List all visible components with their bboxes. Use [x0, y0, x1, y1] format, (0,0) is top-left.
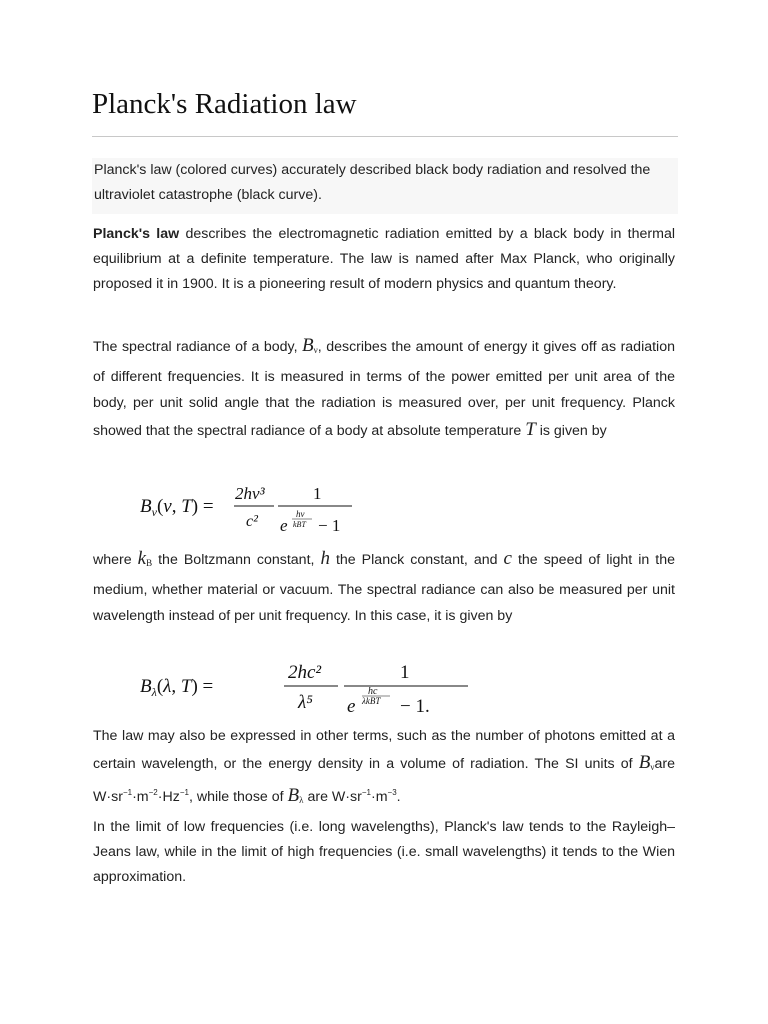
- text-span: The spectral radiance of a body,: [93, 339, 303, 355]
- formula2-e: e: [347, 696, 356, 716]
- paragraph-si-units: [93, 723, 675, 814]
- symbol-subscript: ν: [650, 761, 655, 772]
- formula1-num1: 2hν³: [235, 484, 265, 503]
- formula1-lhs: $B_\nu(\nu$, T) =: [140, 496, 214, 519]
- unit-exponent: −3: [387, 788, 397, 797]
- paragraph-intro: [93, 222, 675, 297]
- unit-exponent: −1: [361, 788, 371, 797]
- formula2-den1: λ⁵: [298, 692, 313, 713]
- symbol-c: c: [503, 548, 512, 569]
- formula1-den1: c²: [246, 513, 258, 530]
- symbol-b-nu: [639, 752, 655, 773]
- text-span: the Planck constant, and: [329, 552, 504, 568]
- symbol-subscript: λ: [299, 795, 304, 805]
- title-divider: [92, 136, 678, 137]
- formula2-lhs: $B_\lambda(\lambda$, T) =: [140, 676, 214, 699]
- text-span: The law may also be expressed in other terms, such as the number of photons emitted at a certain wavelength, or the energy density in a volume of radiation. The SI units of: [93, 728, 675, 772]
- text-span: , while those of: [188, 789, 288, 805]
- symbol-b-nu: [302, 335, 318, 356]
- formula2-exp-num: hc: [368, 686, 378, 697]
- symbol-letter: k: [137, 548, 147, 569]
- symbol-letter: B: [302, 335, 314, 356]
- formula1-e: e: [280, 516, 288, 535]
- formula2-tail: − 1.: [400, 696, 430, 716]
- formula2-num2: 1: [400, 662, 410, 683]
- formula1-tail: − 1: [318, 516, 341, 535]
- unit-text: are W·sr: [303, 789, 362, 805]
- symbol-kb: [138, 548, 152, 569]
- paragraph-limits: In the limit of low frequencies (i.e. long wavelengths), Planck's law tends to the Rayleigh–Jeans law, while in the limit of high frequencies (i.e. small wavelengths) it tends to the Wien approximation.: [93, 819, 675, 885]
- symbol-h: h: [320, 548, 330, 569]
- term-plancks-law: Planck's law: [93, 226, 180, 242]
- text-span: , describes the amount of energy it gives off as radiation of different frequencies. It is measured in terms of the power emitted per unit area of the body, per unit solid angle that the radiation is measured over, per unit frequency. Planck showed that the spectral radiance of a body at absolute temperature: [93, 339, 675, 439]
- symbol-t: T: [525, 418, 536, 440]
- formula-planck-frequency: [138, 478, 378, 541]
- text-span: the Boltzmann constant,: [152, 552, 321, 568]
- unit-exponent: −1: [179, 788, 189, 797]
- formula1-num2: 1: [313, 484, 322, 503]
- paragraph-constants: [93, 546, 675, 630]
- unit-text: ·m: [370, 789, 388, 805]
- page-title: Planck's Radiation law: [92, 88, 357, 120]
- unit-exponent: −2: [148, 788, 158, 797]
- symbol-subscript: B: [146, 558, 153, 568]
- intro-text: describes the electromagnetic radiation emitted by a black body in thermal equilibrium at a definite temperature. The law is named after Max Planck, who originally proposed it in 1900. It is a pioneering result of modern physics and quantum theory.: [93, 226, 675, 292]
- text-span: the speed of light in the medium, whether material or vacuum. The spectral radiance can also be measured per unit wavelength instead of per unit frequency. In this case, it is given by: [93, 552, 675, 624]
- symbol-subscript: ν: [313, 345, 318, 355]
- unit-text: .: [396, 789, 401, 805]
- formula2-exp-den: λkBT: [362, 696, 381, 706]
- paragraph-spectral-radiance: [93, 333, 675, 444]
- formula2-num1: 2hc²: [288, 662, 322, 683]
- unit-text: are W·sr: [93, 755, 675, 805]
- symbol-letter: B: [287, 785, 300, 806]
- symbol-letter: B: [638, 751, 651, 773]
- formula-planck-wavelength: [138, 656, 488, 721]
- unit-text: ·m: [132, 789, 149, 805]
- caption-text: Planck's law (colored curves) accurately described black body radiation and resolved the ultraviolet catastrophe (black curve).: [94, 162, 651, 203]
- image-caption: [92, 158, 678, 214]
- units-b-lambda: [304, 789, 401, 805]
- unit-text: ·Hz: [157, 789, 180, 805]
- symbol-b-lambda: [288, 785, 304, 806]
- formula1-exp-den: kBT: [293, 520, 306, 529]
- formula1-exp-num: hν: [296, 509, 305, 519]
- text-span: where: [93, 552, 138, 568]
- text-span: is given by: [535, 422, 607, 439]
- unit-exponent: −1: [122, 788, 133, 797]
